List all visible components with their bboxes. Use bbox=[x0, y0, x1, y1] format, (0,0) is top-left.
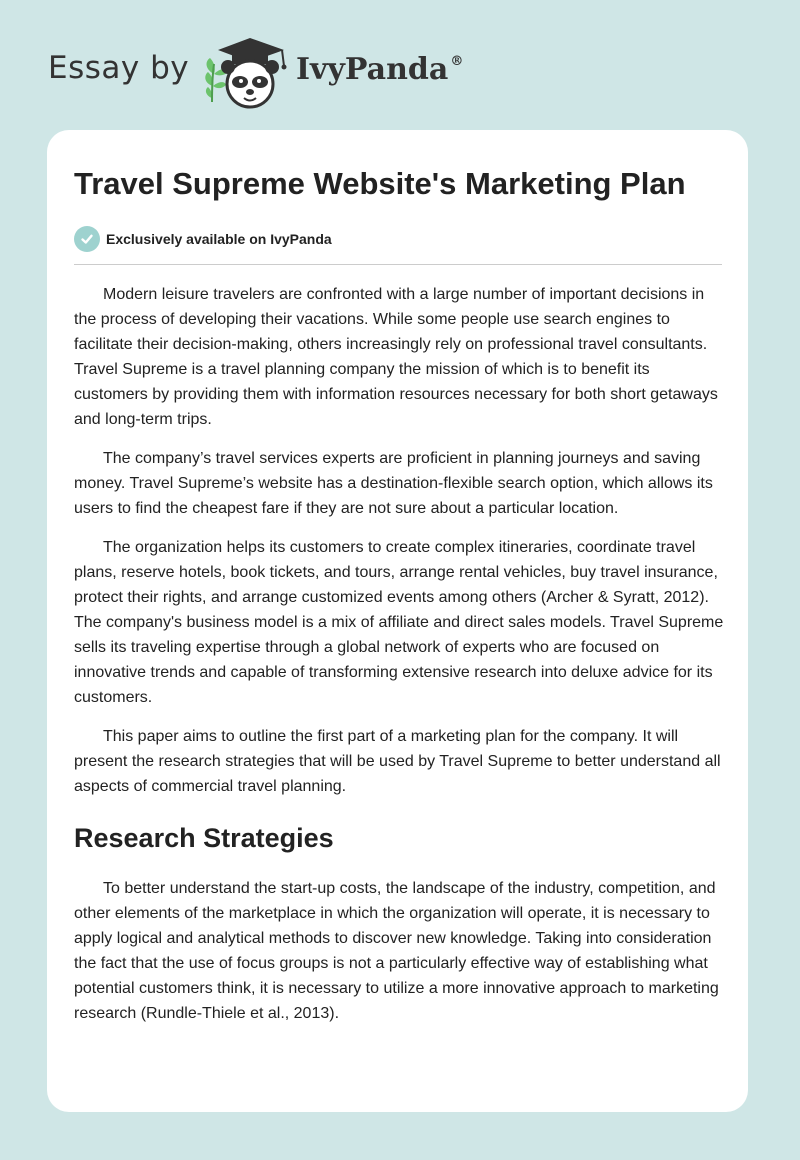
divider bbox=[74, 264, 722, 265]
paragraph: Modern leisure travelers are confronted with a large number of important decisions in the process of developing their vacations. While some people use search engines to facilitate their decision-making, others increasingly rely on professional travel consultants. Travel Supreme is a travel planning company the mission of which is to benefit its customers by providing them with information resources necessary for both short getaways and long-term trips. bbox=[74, 286, 718, 428]
brand-name[interactable]: IvyPanda ® bbox=[296, 52, 464, 87]
article-title: Travel Supreme Website's Marketing Plan bbox=[74, 166, 686, 201]
check-icon bbox=[74, 226, 100, 252]
exclusive-badge bbox=[74, 226, 721, 252]
site-header bbox=[0, 0, 800, 130]
article-card bbox=[47, 130, 748, 1112]
section-heading: Research Strategies bbox=[74, 823, 334, 853]
paragraph: The organization helps its customers to create complex itineraries, coordinate travel plans, reserve hotels, book tickets, and tours, arrange rental vehicles, buy travel insurance, protect their rights, and arrange customized events among others (Archer & Syratt, 2012). The company's business model is a mix of affiliate and direct sales models. Travel Supreme sells its traveling expertise through a global network of experts who are focused on innovative trends and capable of transforming extensive research into deluxe advice for its customers. bbox=[74, 539, 724, 706]
paragraph: The company’s travel services experts are proficient in planning journeys and saving money. Travel Supreme’s website has a destination-flexible search option, which allows its users to find the cheapest fare if they are not sure about a particular location. bbox=[74, 450, 713, 517]
article-body bbox=[74, 282, 724, 1026]
paragraph: To better understand the start-up costs, the landscape of the industry, competition, and other elements of the marketplace in which the organization will operate, it is necessary to apply logical and analytical methods to discover new knowledge. Taking into consideration the fact that the use of focus groups is not a particularly effective way of establishing what potential customers think, it is necessary to utilize a more innovative approach to marketing research (Rundle-Thiele et al., 2013). bbox=[74, 880, 719, 1022]
essay-by-label: Essay by bbox=[48, 50, 190, 86]
registered-mark: ® bbox=[450, 54, 464, 69]
exclusive-label: Exclusively available on IvyPanda bbox=[106, 231, 332, 247]
paragraph: This paper aims to outline the first part of a marketing plan for the company. It will present the research strategies that will be used by Travel Supreme to better understand all aspects of commercial travel planning. bbox=[74, 728, 721, 795]
ivypanda-logo-icon[interactable] bbox=[200, 34, 292, 110]
